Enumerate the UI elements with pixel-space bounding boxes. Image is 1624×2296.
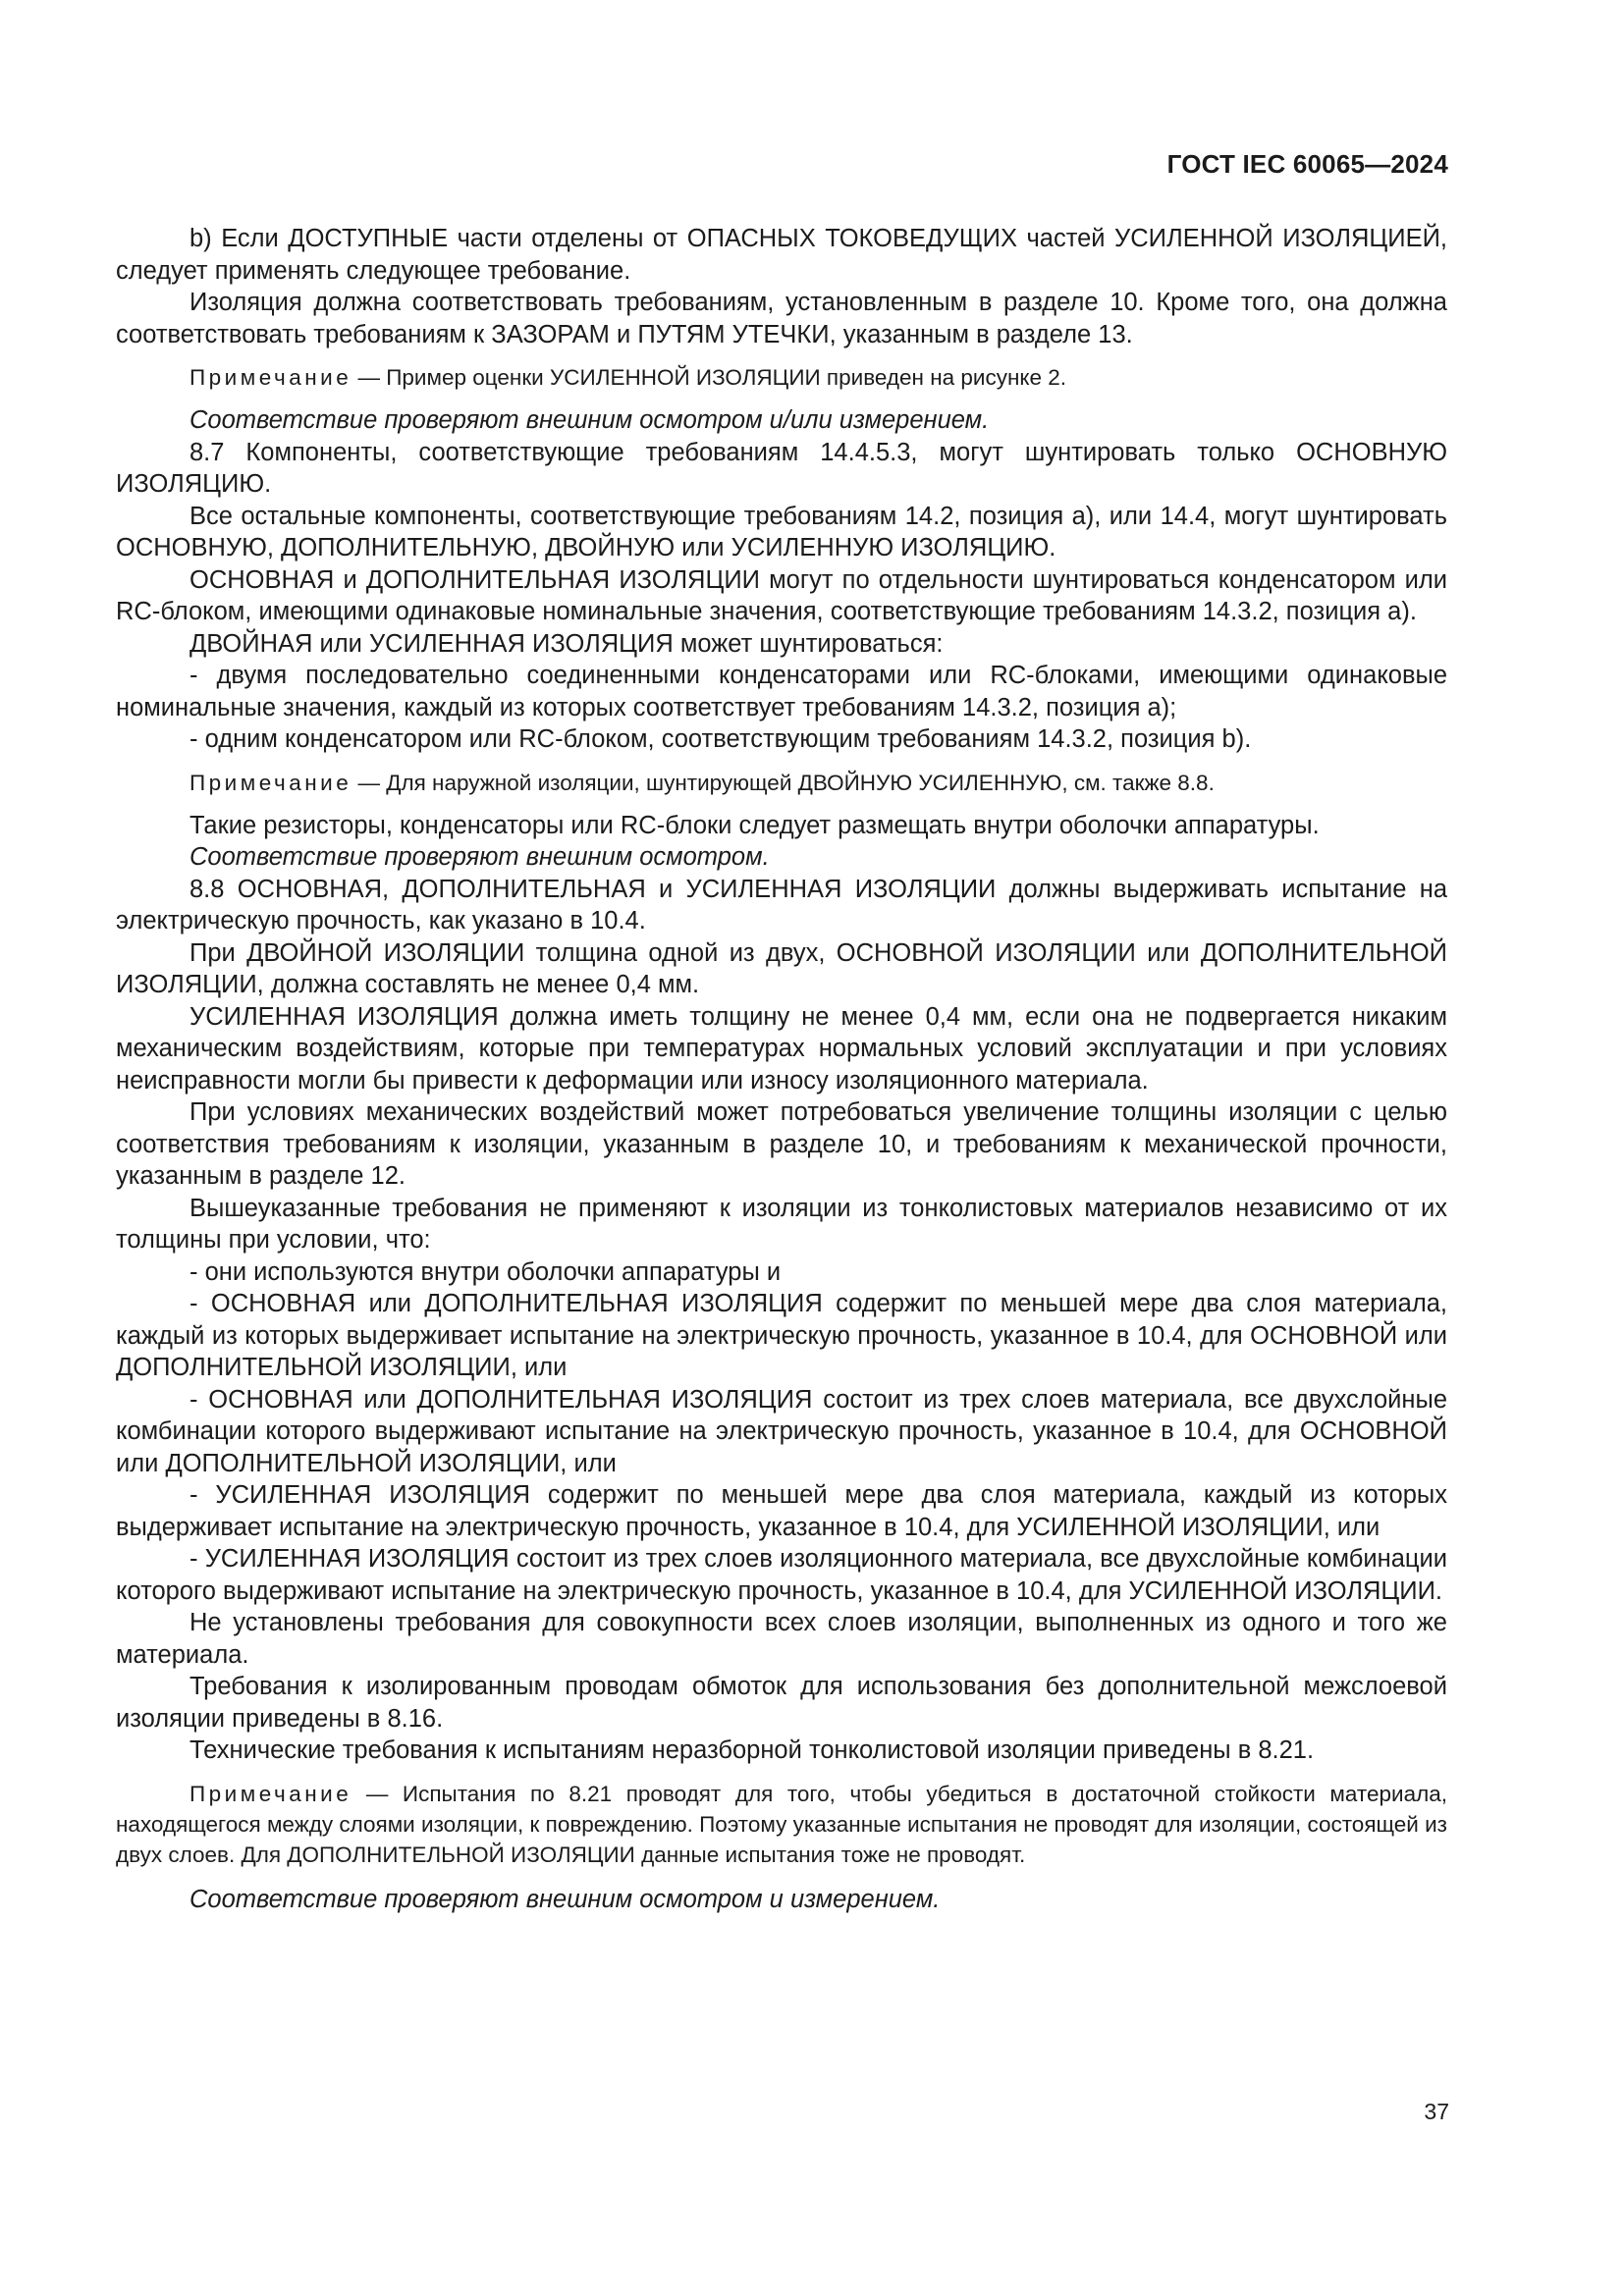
paragraph: 8.7 Компоненты, соответствующие требованиям 14.4.5.3, могут шунтировать только ОСНОВНУЮ ИЗОЛЯЦИЮ.	[116, 438, 1447, 498]
list-item: - УСИЛЕННАЯ ИЗОЛЯЦИЯ состоит из трех слоев изоляционного материала, все двухслойные комбинации которого выдерживают испытание на электрическую прочность, указанное в 10.4, для УСИЛЕННОЙ ИЗОЛЯЦИИ.	[116, 1545, 1447, 1605]
paragraph: ДВОЙНАЯ или УСИЛЕННАЯ ИЗОЛЯЦИЯ может шунтироваться:	[189, 629, 944, 658]
note-label: Примечание	[189, 365, 352, 390]
paragraph: УСИЛЕННАЯ ИЗОЛЯЦИЯ должна иметь толщину не менее 0,4 мм, если она не подвергается никаким механическим воздействиям, которые при температурах нормальных условий эксплуатации и при условиях неисправности могли бы привести к деформации или износу изоляционного материала.	[116, 1002, 1447, 1095]
paragraph: Не установлены требования для совокупности всех слоев изоляции, выполненных из одного и того же материала.	[116, 1609, 1447, 1669]
note	[116, 362, 1447, 393]
document-body	[116, 223, 1447, 1915]
note	[116, 768, 1447, 798]
document-header: ГОСТ IEC 60065—2024	[1166, 149, 1448, 179]
page-number: 37	[1424, 2099, 1449, 2124]
paragraph: b) Если ДОСТУПНЫЕ части отделены от ОПАСНЫХ ТОКОВЕДУЩИХ частей УСИЛЕННОЙ ИЗОЛЯЦИЕЙ, следует применять следующее требование.	[116, 225, 1447, 285]
compliance-statement: Соответствие проверяют внешним осмотром.	[189, 843, 770, 871]
list-item: - двумя последовательно соединенными конденсаторами или RC-блоками, имеющими одинаковые номинальные значения, каждый из которых соответствует требованиям 14.3.2, позиция а);	[116, 662, 1447, 721]
list-item: - одним конденсатором или RC-блоком, соответствующим требованиям 14.3.2, позиция b).	[189, 725, 1252, 753]
note-text: — Для наружной изоляции, шунтирующей ДВОЙНУЮ УСИЛЕННУЮ, см. также 8.8.	[357, 770, 1215, 795]
note-text: — Пример оценки УСИЛЕННОЙ ИЗОЛЯЦИИ приведен на рисунке 2.	[357, 365, 1067, 390]
paragraph: Все остальные компоненты, соответствующие требованиям 14.2, позиция а), или 14.4, могут шунтировать ОСНОВНУЮ, ДОПОЛНИТЕЛЬНУЮ, ДВОЙНУЮ или УСИЛЕННУЮ ИЗОЛЯЦИЮ.	[116, 502, 1447, 561]
note	[116, 1779, 1447, 1870]
list-item: - они используются внутри оболочки аппаратуры и	[189, 1257, 782, 1286]
paragraph: При условиях механических воздействий может потребоваться увеличение толщины изоляции с целью соответствия требованиям к изоляции, указанным в разделе 10, и требованиям к механической прочности, указанным в разделе 12.	[116, 1098, 1447, 1190]
paragraph: Технические требования к испытаниям неразборной тонколистовой изоляции приведены в 8.21.	[189, 1736, 1315, 1764]
paragraph: Такие резисторы, конденсаторы или RC-блоки следует размещать внутри оболочки аппаратуры.	[189, 811, 1320, 839]
paragraph: ОСНОВНАЯ и ДОПОЛНИТЕЛЬНАЯ ИЗОЛЯЦИИ могут по отдельности шунтироваться конденсатором или RC-блоком, имеющими одинаковые номинальные значения, соответствующие требованиям 14.3.2, позиция а).	[116, 565, 1447, 625]
list-item: - ОСНОВНАЯ или ДОПОЛНИТЕЛЬНАЯ ИЗОЛЯЦИЯ содержит по меньшей мере два слоя материала, каждый из которых выдерживает испытание на электрическую прочность, указанное в 10.4, для ОСНОВНОЙ или ДОПОЛНИТЕЛЬНОЙ ИЗОЛЯЦИИ, или	[116, 1290, 1447, 1381]
paragraph: Требования к изолированным проводам обмоток для использования без дополнительной межслоевой изоляции приведены в 8.16.	[116, 1673, 1447, 1733]
compliance-statement: Соответствие проверяют внешним осмотром и измерением.	[189, 1885, 941, 1913]
note-label: Примечание	[189, 1781, 352, 1806]
note-label: Примечание	[189, 770, 352, 795]
paragraph: Изоляция должна соответствовать требованиям, установленным в разделе 10. Кроме того, она должна соответствовать требованиям к ЗАЗОРАМ и ПУТЯМ УТЕЧКИ, указанным в разделе 13.	[116, 289, 1447, 348]
list-item: - ОСНОВНАЯ или ДОПОЛНИТЕЛЬНАЯ ИЗОЛЯЦИЯ состоит из трех слоев материала, все двухслойные комбинации которого выдерживают испытание на электрическую прочность, указанное в 10.4, для ОСНОВНОЙ или ДОПОЛНИТЕЛЬНОЙ ИЗОЛЯЦИИ, или	[116, 1385, 1447, 1477]
paragraph: При ДВОЙНОЙ ИЗОЛЯЦИИ толщина одной из двух, ОСНОВНОЙ ИЗОЛЯЦИИ или ДОПОЛНИТЕЛЬНОЙ ИЗОЛЯЦИИ, должна составлять не менее 0,4 мм.	[116, 938, 1447, 998]
list-item: - УСИЛЕННАЯ ИЗОЛЯЦИЯ содержит по меньшей мере два слоя материала, каждый из которых выдерживает испытание на электрическую прочность, указанное в 10.4, для УСИЛЕННОЙ ИЗОЛЯЦИИ, или	[116, 1481, 1447, 1541]
note-text: — Испытания по 8.21 проводят для того, чтобы убедиться в достаточной стойкости материала, находящегося между слоями изоляции, к повреждению. Поэтому указанные испытания не проводят для изоляции, состоящей из двух слоев. Для ДОПОЛНИТЕЛЬНОЙ ИЗОЛЯЦИИ данные испытания тоже не проводят.	[116, 1781, 1447, 1867]
paragraph: 8.8 ОСНОВНАЯ, ДОПОЛНИТЕЛЬНАЯ и УСИЛЕННАЯ ИЗОЛЯЦИИ должны выдерживать испытание на электрическую прочность, как указано в 10.4.	[116, 875, 1447, 934]
paragraph: Вышеуказанные требования не применяют к изоляции из тонколистовых материалов независимо от их толщины при условии, что:	[116, 1194, 1447, 1254]
compliance-statement: Соответствие проверяют внешним осмотром и/или измерением.	[189, 406, 990, 434]
